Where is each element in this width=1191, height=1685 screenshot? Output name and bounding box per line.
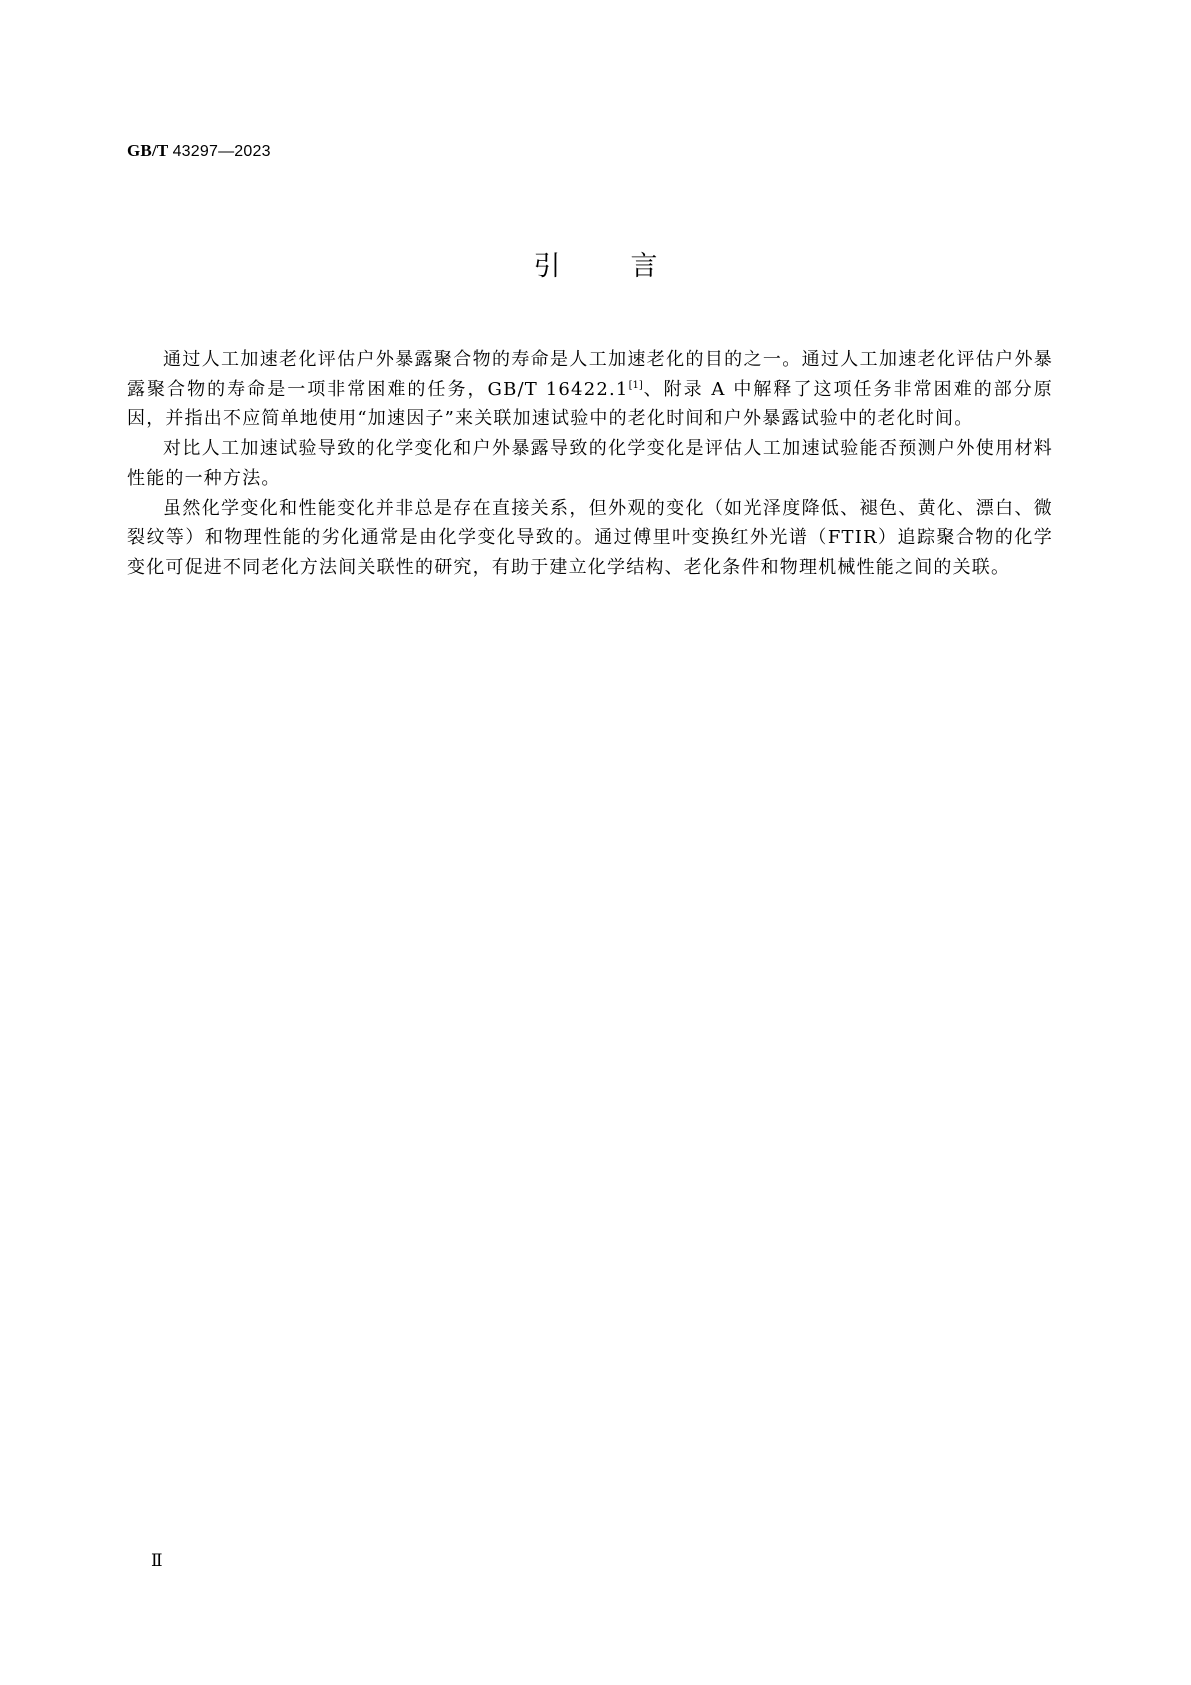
page-title: 引言: [533, 251, 728, 282]
standard-number-header: [127, 141, 271, 161]
paragraph-1-text: 通过人工加速老化评估户外暴露聚合物的寿命是人工加速老化的目的之一。通过人工加速老化评估户外暴露聚合物的寿命是一项非常困难的任务，GB/T 16422.1: [127, 349, 1053, 400]
page-number: Ⅱ: [151, 1551, 163, 1570]
paragraph-1: [127, 345, 1053, 434]
standard-number: 43297—2023: [172, 143, 271, 160]
paragraph-2: 对比人工加速试验导致的化学变化和户外暴露导致的化学变化是评估人工加速试验能否预测户外使用材料性能的一种方法。: [127, 438, 1053, 489]
paragraph-3: 虽然化学变化和性能变化并非总是存在直接关系，但外观的变化（如光泽度降低、褪色、黄化、漂白、微裂纹等）和物理性能的劣化通常是由化学变化导致的。通过傅里叶变换红外光谱（FTIR）追踪聚合物的化学变化可促进不同老化方法间关联性的研究，有助于建立化学结构、老化条件和物理机械性能之间的关联。: [127, 497, 1053, 578]
citation-reference: [1]: [628, 379, 643, 391]
paragraph-1-continuation: 、附录 A 中解释了这项任务非常困难的部分原因，并指出不应简单地使用“加速因子”来关联加速试验中的老化时间和户外暴露试验中的老化时间。: [127, 378, 1053, 430]
introduction-body: [127, 345, 1053, 583]
standard-prefix: GB/T: [127, 141, 173, 160]
